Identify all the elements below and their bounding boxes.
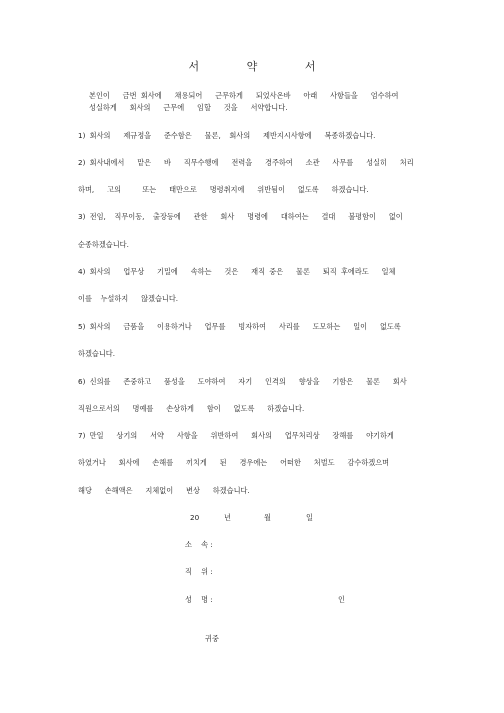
intro-line: 성실하게 회사의 근무에 임할 것을 서약합니다. [89,103,288,112]
title-char-3: 서 [304,60,316,73]
clause-line: 4) 회사의 업무상 기밀에 속하는 것은 재직 중은 물론 퇴직 후에라도 일체 [78,267,396,276]
date-month-unit: 월 [264,513,271,522]
clause-line: 3) 전임, 직무이동, 출장등에 관한 회사 명령에 대하여는 결대 불평함이 없이 [78,212,403,221]
intro-line: 본인이 금번 회사에 채용되어 근무하게 되었사온바 아래 사항들을 엄수하여 [89,91,399,100]
date-year-unit: 년 [224,513,231,522]
title-char-2: 약 [246,60,258,73]
intro-paragraph [89,90,429,114]
clause-line: 해당 손해액은 지체없이 변상 하겠습니다. [78,486,250,495]
clause-line: 하겠습니다. [78,349,116,358]
date-day-unit: 일 [306,513,313,522]
title-char-1: 서 [188,60,200,73]
affiliation-label: 소 속 : [185,540,213,549]
document-title [0,58,504,74]
clause-line: 하였거나 회사에 손해를 끼치게 된 경우에는 어떠한 처벌도 감수하겠으며 [78,458,390,467]
position-label: 직 위 : [185,567,213,576]
seal-mark: 인 [338,595,345,604]
name-label: 성 명 : [185,595,213,604]
clause-line: 직원으로서의 명예를 손상하게 함이 없도록 하겠습니다. [78,404,305,413]
clause-line: 2) 회사내에서 맡은 바 직무수행에 전력을 경주하여 소관 사무를 성실히 처리 [78,158,414,167]
date-year: 20 [190,513,200,522]
recipient-label: 귀중 [205,634,219,643]
clause-line: 순종하겠습니다. [78,240,129,249]
clause-line: 5) 회사의 금품을 이용하거나 업무를 빙자하여 사리를 도모하는 일이 없도록 [78,322,401,331]
clause-line: 7) 만일 상기의 서약 사항을 위반하여 회사의 업무처리상 장해를 야기하게 [78,431,394,440]
clause-line: 6) 신의를 존중하고 품성을 도야하여 자기 인격의 향상을 기함은 물론 회사 [78,377,407,386]
clause-line: 하며, 고의 또는 태만으로 명령취지에 위반됨이 없도록 하겠습니다. [78,185,369,194]
clause-line: 1) 회사의 제규정을 준수함은 물론, 회사의 제반지시사항에 복종하겠습니다. [78,131,376,140]
clause-line: 이를 누설하지 않겠습니다. [78,294,179,303]
